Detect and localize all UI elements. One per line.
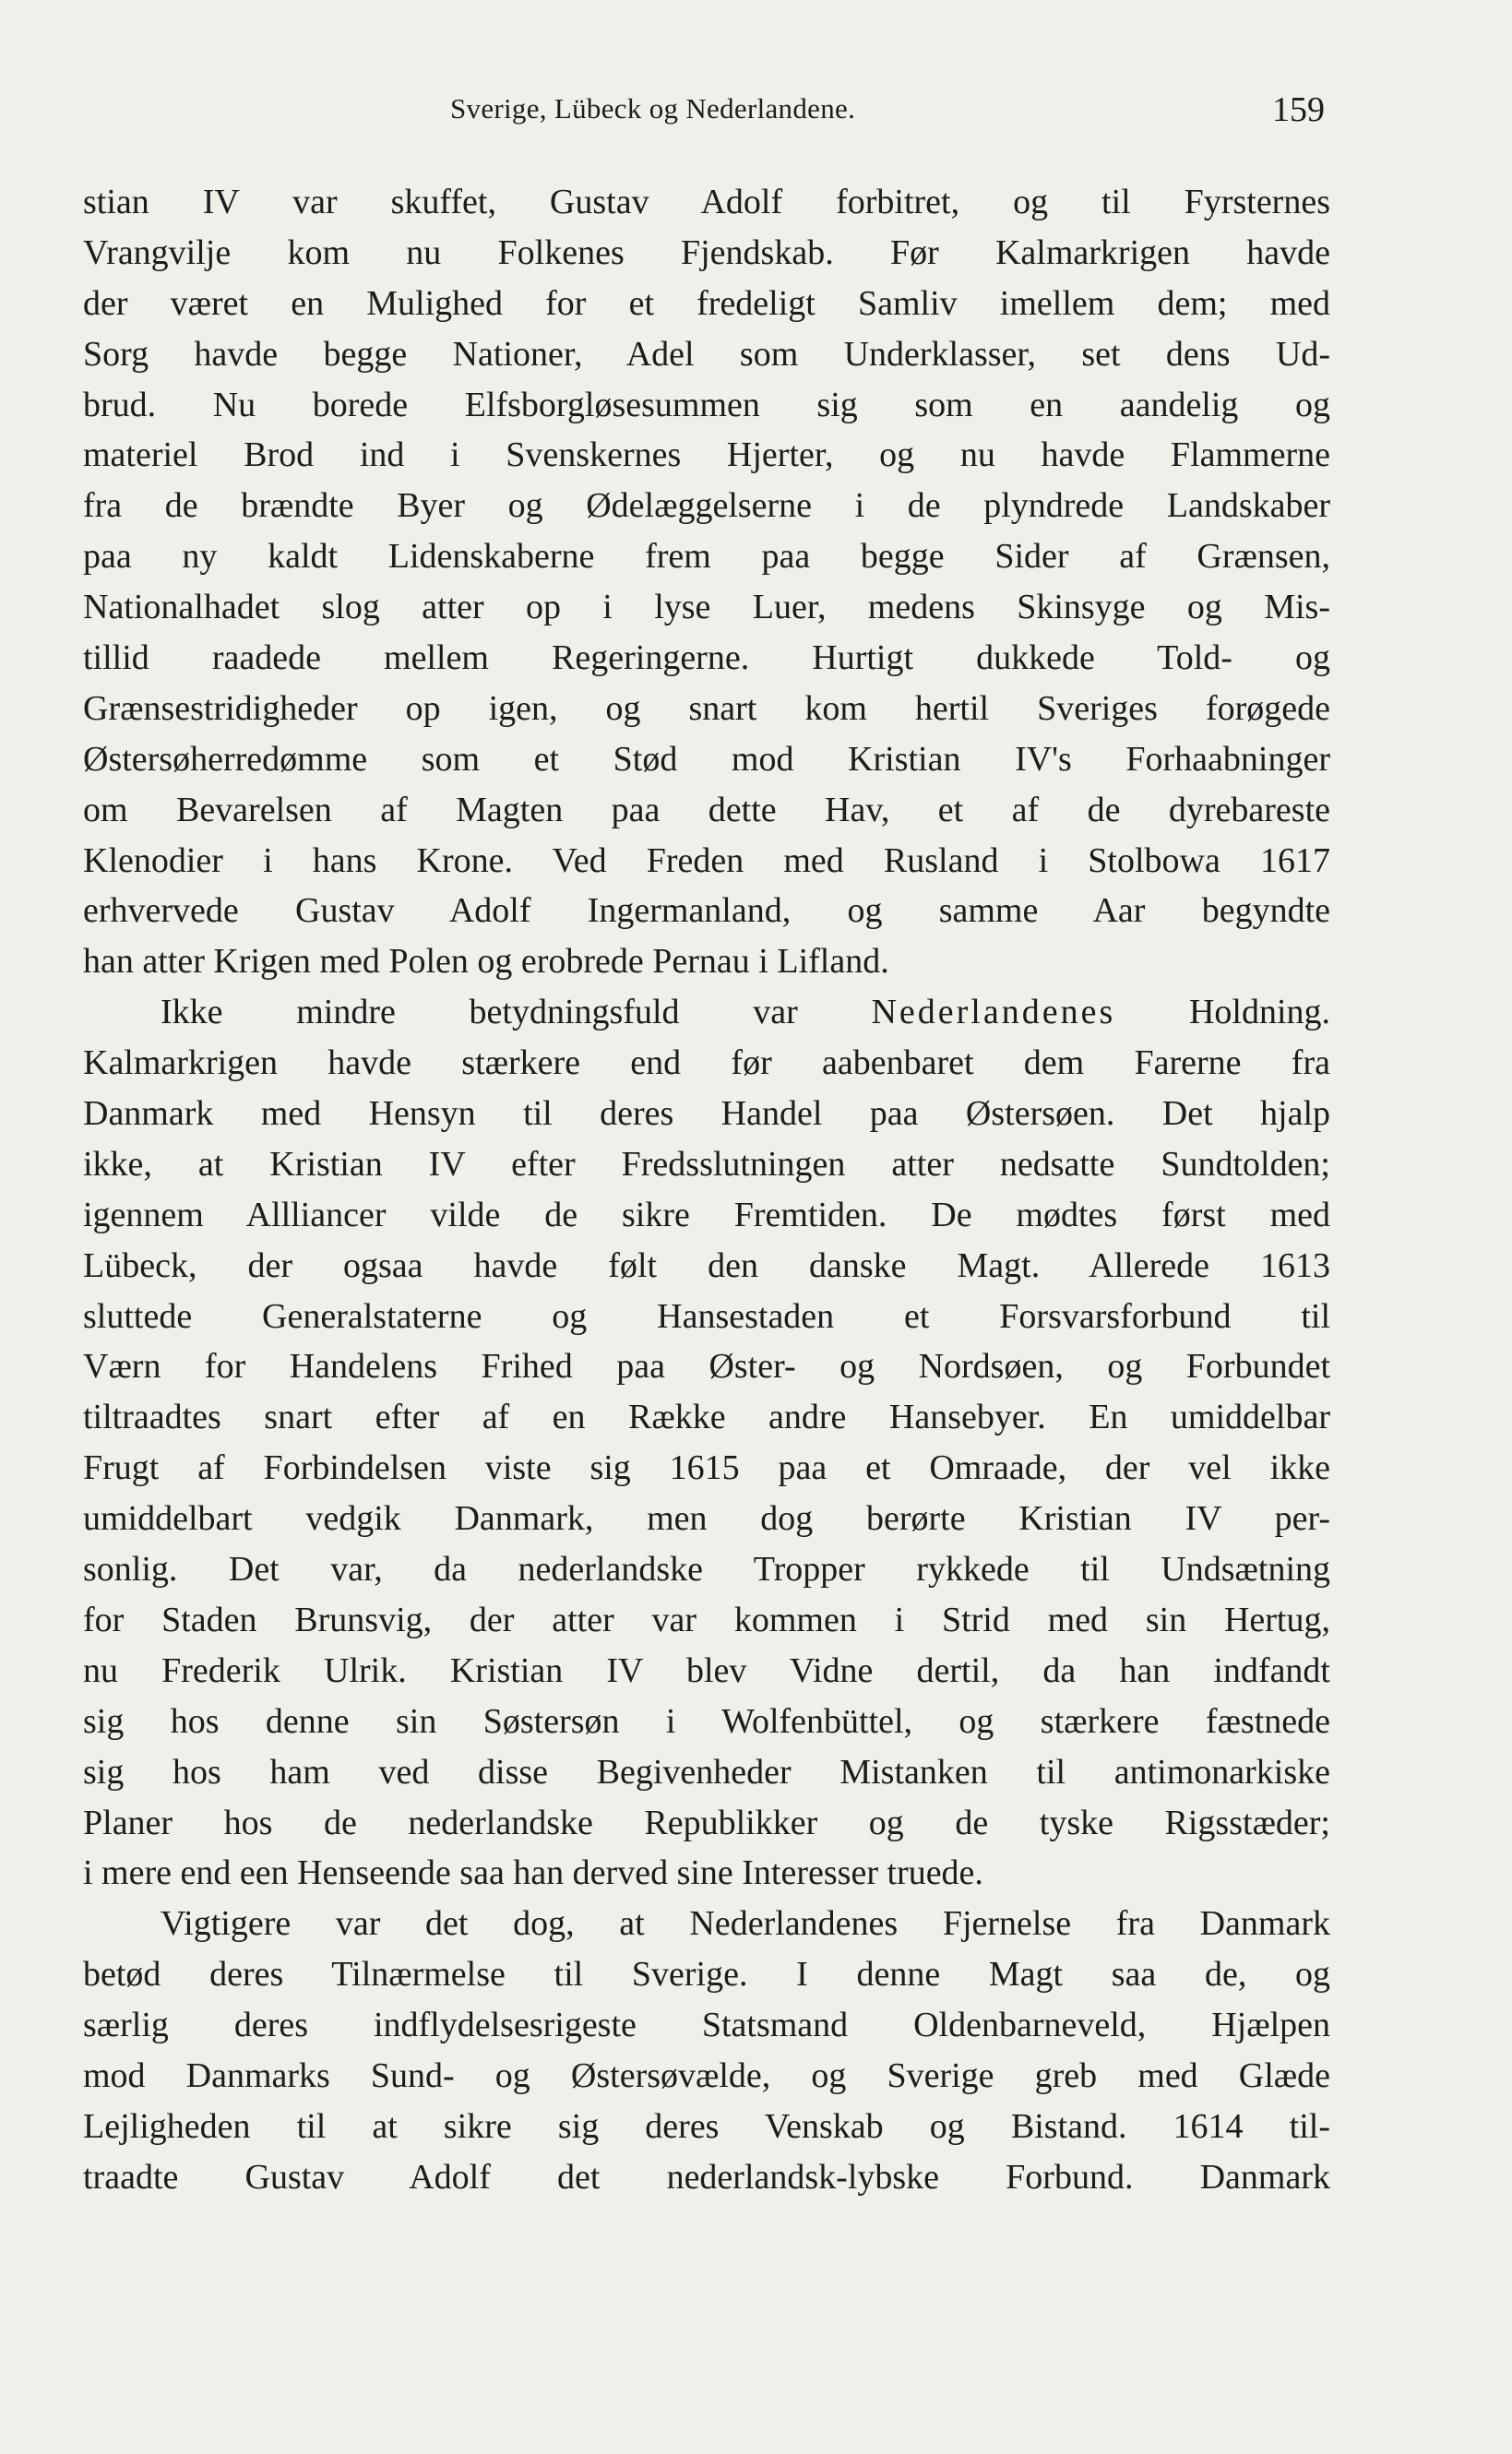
text-line: Vrangvilje kom nu Folkenes Fjendskab. Før Kalmarkrigen havde [83, 232, 1330, 272]
text-line: materiel Brod ind i Svenskernes Hjerter, og nu havde Flammerne [83, 435, 1330, 475]
text-line: brud. Nu borede Elfsborgløsesummen sig som en aandelig og [83, 385, 1330, 424]
text-line: Sorg havde begge Nationer, Adel som Underklasser, set dens Ud- [83, 334, 1330, 374]
paragraph-end-line: i mere end een Henseende saa han derved sine Interesser truede. [83, 1853, 983, 1893]
line-segment: Ikke mindre betydningsfuld var [161, 993, 798, 1032]
text-line: mod Danmarks Sund- og Østersøvælde, og Sverige greb med Glæde [83, 2055, 1330, 2095]
paragraph-start-line: Vigtigere var det dog, at Nederlandenes Fjernelse fra Danmark [161, 1904, 1330, 1944]
line-segment: Holdning. [1188, 993, 1330, 1032]
text-line: særlig deres indflydelsesrigeste Statsmand Oldenbarneveld, Hjælpen [83, 2006, 1330, 2045]
text-line: sig hos denne sin Søstersøn i Wolfenbüttel, og stærkere fæstnede [83, 1701, 1330, 1741]
text-line: Nationalhadet slog atter op i lyse Luer, medens Skinsyge og Mis- [83, 588, 1330, 627]
text-line: sig hos ham ved disse Begivenheder Mistanken til antimonarkiske [83, 1752, 1330, 1792]
text-line: for Staden Brunsvig, der atter var kommen i Strid med sin Hertug, [83, 1600, 1330, 1639]
text-line: igennem Allliancer vilde de sikre Fremtiden. De mødtes først med [83, 1195, 1330, 1234]
text-line: om Bevarelsen af Magten paa dette Hav, et af de dyrebareste [83, 790, 1330, 829]
text-line: Frugt af Forbindelsen viste sig 1615 paa et Omraade, der vel ikke [83, 1448, 1330, 1488]
text-line: Lübeck, der ogsaa havde følt den danske Magt. Allerede 1613 [83, 1245, 1330, 1285]
text-line: paa ny kaldt Lidenskaberne frem paa begge Sider af Grænsen, [83, 537, 1330, 577]
paragraph-end-line: han atter Krigen med Polen og erobrede Pernau i Lifland. [83, 942, 889, 982]
body-text [83, 177, 1330, 2203]
text-line: Planer hos de nederlandske Republikker og de tyske Rigsstæder; [83, 1803, 1330, 1842]
text-line: traadte Gustav Adolf det nederlandsk-lybske Forbund. Danmark [83, 2157, 1330, 2197]
text-line: sluttede Generalstaterne og Hansestaden et Forsvarsforbund til [83, 1296, 1330, 1336]
text-line: Klenodier i hans Krone. Ved Freden med Rusland i Stolbowa 1617 [83, 840, 1330, 880]
text-line: Lejligheden til at sikre sig deres Venskab og Bistand. 1614 til- [83, 2106, 1330, 2146]
page-number: 159 [1272, 90, 1325, 129]
text-line: tiltraadtes snart efter af en Række andre Hansebyer. En umiddelbar [83, 1398, 1330, 1437]
text-line: der været en Mulighed for et fredeligt Samliv imellem dem; med [83, 283, 1330, 323]
text-line: Grænsestridigheder op igen, og snart kom hertil Sveriges forøgede [83, 688, 1330, 728]
text-line: nu Frederik Ulrik. Kristian IV blev Vidne dertil, da han indfandt [83, 1650, 1330, 1690]
text-line: fra de brændte Byer og Ødelæggelserne i de plyndrede Landskaber [83, 486, 1330, 526]
running-title: Sverige, Lübeck og Nederlandene. [450, 92, 856, 125]
text-line: Danmark med Hensyn til deres Handel paa Østersøen. Det hjalp [83, 1094, 1330, 1134]
text-line: Kalmarkrigen havde stærkere end før aabenbaret dem Farerne fra [83, 1043, 1330, 1083]
text-line: umiddelbart vedgik Danmark, men dog berørte Kristian IV per- [83, 1499, 1330, 1539]
text-line: tillid raadede mellem Regeringerne. Hurtigt dukkede Told- og [83, 638, 1330, 678]
paragraph-start-line [83, 987, 1330, 1038]
text-line: betød deres Tilnærmelse til Sverige. I denne Magt saa de, og [83, 1955, 1330, 1995]
text-line: Værn for Handelens Frihed paa Øster- og Nordsøen, og Forbundet [83, 1347, 1330, 1387]
text-line: sonlig. Det var, da nederlandske Tropper rykkede til Undsætning [83, 1550, 1330, 1590]
text-line: stian IV var skuffet, Gustav Adolf forbitret, og til Fyrsternes [83, 183, 1330, 221]
text-line: ikke, at Kristian IV efter Fredsslutningen atter nedsatte Sundtolden; [83, 1144, 1330, 1184]
text-line: Østersøherredømme som et Stød mod Kristian IV's Forhaabninger [83, 739, 1330, 779]
text-line: erhvervede Gustav Adolf Ingermanland, og samme Aar begyndte [83, 891, 1330, 931]
spaced-emphasis: Nederlandenes [871, 993, 1116, 1032]
